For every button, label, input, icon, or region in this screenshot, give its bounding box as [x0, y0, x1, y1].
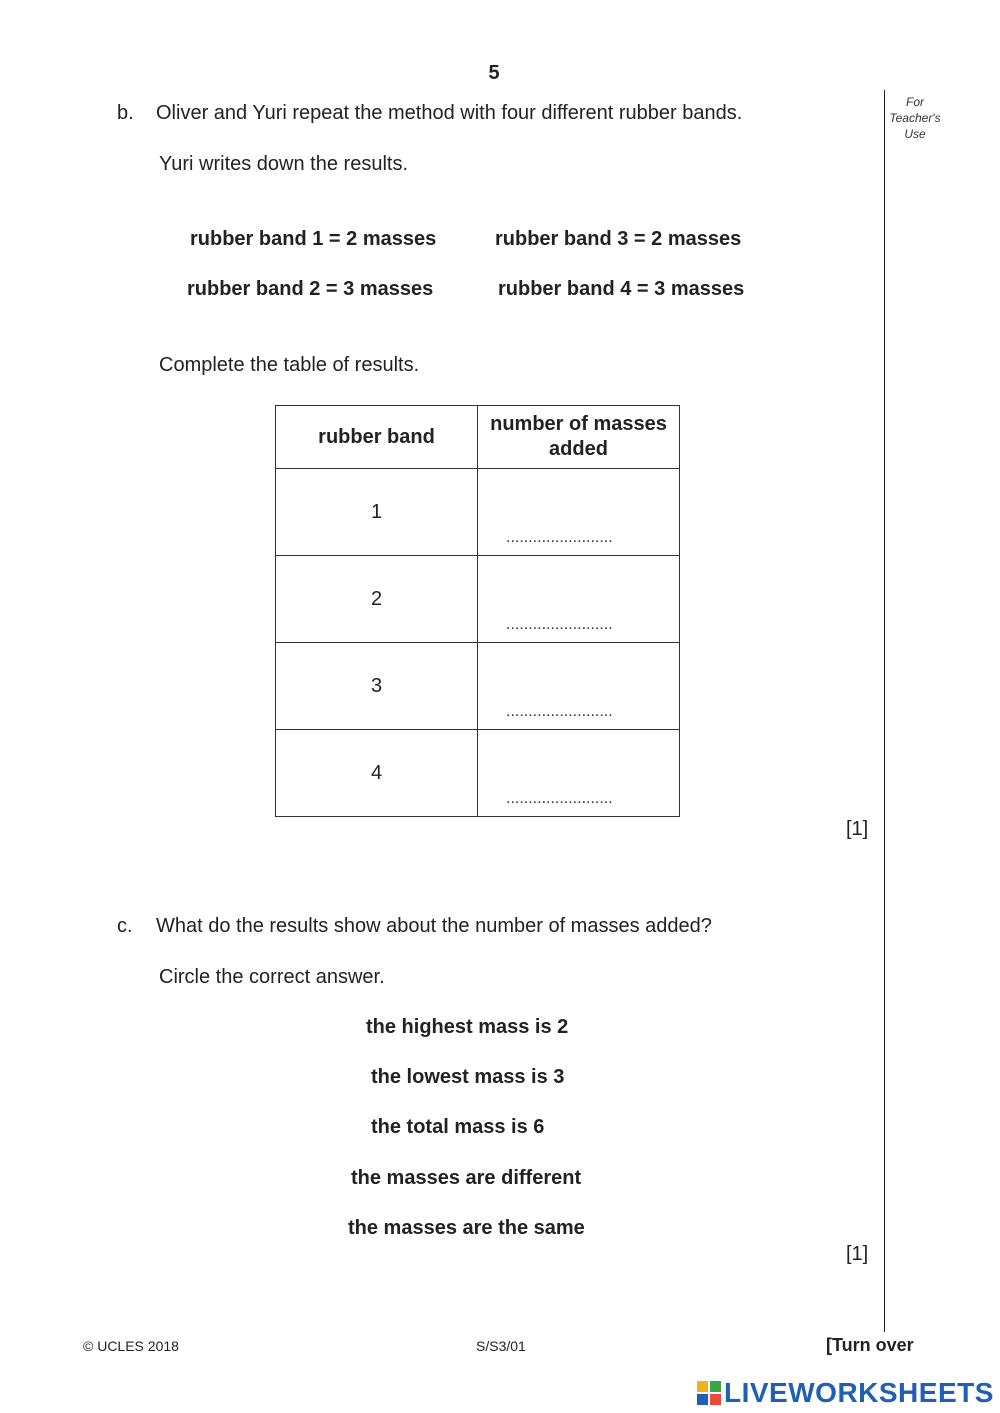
- table-row: [276, 730, 680, 817]
- answer-option[interactable]: the lowest mass is 3: [371, 1066, 565, 1088]
- answer-cell[interactable]: [478, 730, 680, 817]
- answer-input[interactable]: ........................: [506, 616, 613, 633]
- answer-option[interactable]: the highest mass is 2: [366, 1016, 569, 1038]
- answer-option[interactable]: the masses are different: [351, 1167, 582, 1189]
- result-line: rubber band 2 = 3 masses: [187, 278, 434, 300]
- margin-divider: [884, 90, 885, 1332]
- teacher-use-label: [884, 94, 946, 142]
- question-b-text: Oliver and Yuri repeat the method with four different rubber bands.: [156, 102, 743, 124]
- page-number: 5: [488, 62, 500, 84]
- result-line: rubber band 3 = 2 masses: [495, 228, 742, 250]
- question-c-mark: [1]: [846, 1243, 869, 1265]
- rubber-band-number: 3: [276, 643, 478, 730]
- answer-option[interactable]: the total mass is 6: [371, 1116, 545, 1138]
- table-header-row: [276, 406, 680, 469]
- table-row: [276, 469, 680, 556]
- rubber-band-number: 2: [276, 556, 478, 643]
- answer-option[interactable]: the masses are the same: [348, 1217, 585, 1239]
- answer-cell[interactable]: [478, 556, 680, 643]
- question-b-mark: [1]: [846, 818, 869, 840]
- header-masses-added: number of masses added: [478, 406, 680, 469]
- liveworksheets-logo-icon: [696, 1380, 722, 1406]
- result-line: rubber band 1 = 2 masses: [190, 228, 437, 250]
- teacher-use-line: Use: [904, 127, 926, 141]
- answer-input[interactable]: ........................: [506, 703, 613, 720]
- liveworksheets-wordmark: LIVEWORKSHEETS: [724, 1377, 994, 1408]
- question-b-letter: b.: [117, 102, 134, 124]
- table-row: [276, 556, 680, 643]
- turn-over: [Turn over: [826, 1335, 914, 1355]
- question-c-text: What do the results show about the number of masses added?: [156, 915, 712, 937]
- paper-code: S/S3/01: [476, 1338, 526, 1354]
- question-c-letter: c.: [117, 915, 133, 937]
- question-c-instruction: Circle the correct answer.: [159, 966, 385, 988]
- answer-cell[interactable]: [478, 643, 680, 730]
- table-row: [276, 643, 680, 730]
- result-line: rubber band 4 = 3 masses: [498, 278, 745, 300]
- teacher-use-line: For: [906, 95, 924, 109]
- rubber-band-number: 4: [276, 730, 478, 817]
- answer-cell[interactable]: [478, 469, 680, 556]
- question-b-instruction: Complete the table of results.: [159, 354, 420, 376]
- results-table: [275, 405, 680, 817]
- question-b-intro: Yuri writes down the results.: [159, 153, 408, 175]
- teacher-use-line: Teacher's: [889, 111, 941, 125]
- copyright: © UCLES 2018: [83, 1338, 179, 1354]
- liveworksheets-brand: [696, 1375, 994, 1411]
- answer-input[interactable]: ........................: [506, 790, 613, 807]
- header-rubber-band: rubber band: [276, 406, 478, 469]
- answer-input[interactable]: ........................: [506, 529, 613, 546]
- rubber-band-number: 1: [276, 469, 478, 556]
